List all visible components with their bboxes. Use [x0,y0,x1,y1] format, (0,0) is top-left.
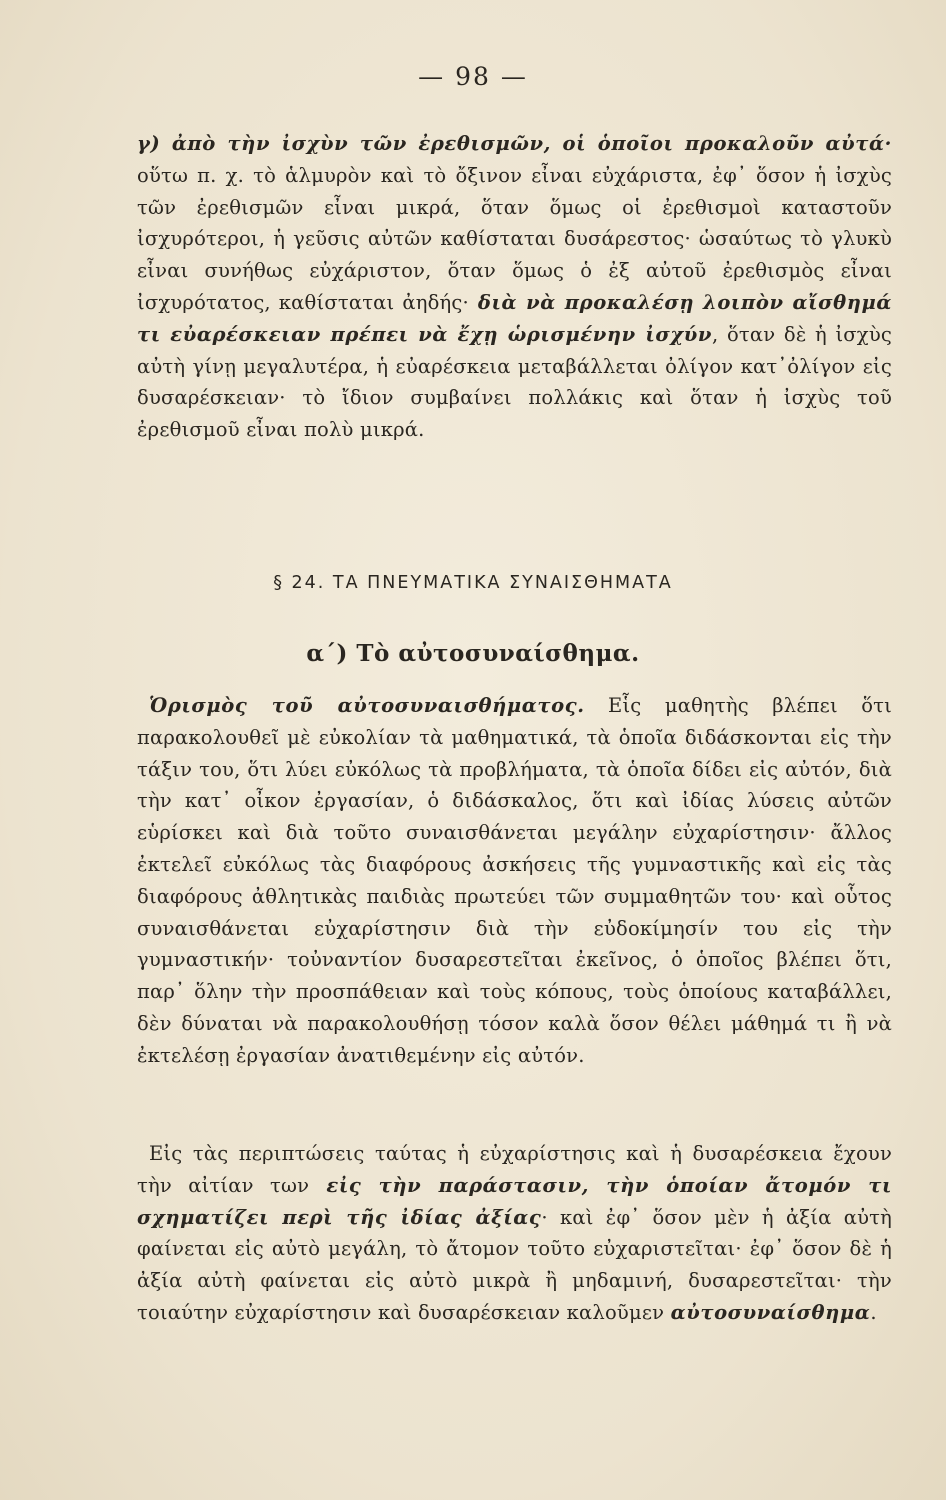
emphasis-text: εἰς τὴν παράστασιν, τὴν ὁποίαν ἄτομόν τι σχηματίζει περὶ τῆς ἰδίας ἀξίας [137,1173,892,1229]
paragraph-text: . [870,1300,877,1324]
paragraph-text: Εἰς τὰς περιπτώσεις ταύτας ἡ εὐχαρίστησις καὶ ἡ δυσαρέσκεια ἔχουν τὴν αἰτίαν των [137,1142,892,1197]
page-number: — 98 — [418,62,528,91]
paragraph-definition [137,690,892,1072]
emphasis-term: αὐτοσυναίσθημα [670,1300,871,1324]
paragraph-text: · καὶ ἐφ᾽ ὅσον μὲν ἡ ἀξία αὐτὴ φαίνεται εἰς αὐτὸ μεγάλη, τὸ ἄτομον τοῦτο εὐχαριστεῖται· ἐφ᾽ ὅσον δὲ ἡ ἀξία αὐτὴ φαίνεται εἰς αὐτὸ μικρὰ ἢ μηδαμινή, δυσαρεστεῖται· τὴν τοιαύτην εὐχαρίστησιν καὶ δυσαρέσκειαν καλοῦμεν [137,1205,893,1324]
paragraph-text: , ὅταν δὲ ἡ ἰσχὺς αὐτὴ γίνῃ μεγαλυτέρα, ἡ εὐαρέσκεια μεταβάλλεται ὀλίγον κατ᾽ὀλίγον εἰς δυσαρέσκειαν· τὸ ἴδιον συμβαίνει πολλάκις καὶ ὅταν ἡ ἰσχὺς τοῦ ἐρεθισμοῦ εἶναι πολὺ μικρά. [137,322,892,442]
subheading: α΄) Τὸ αὐτοσυναίσθημα. [306,640,640,667]
section-heading: § 24. ΤΑ ΠΝΕΥΜΑΤΙΚΑ ΣΥΝΑΙΣΘΗΜΑΤΑ [273,573,673,593]
emphasis-text: διὰ νὰ προκαλέσῃ λοιπὸν αἴσθημά τι εὐαρέσκειαν πρέπει νὰ ἔχῃ ὡρισμένην ἰσχύν [137,290,892,346]
paragraph-explanation [137,1138,892,1329]
emphasis-lead: Ὁρισμὸς τοῦ αὐτοσυναισθήματος. [149,694,585,717]
paragraph-text: Εἷς μαθητὴς βλέπει ὅτι παρακολουθεῖ μὲ εὐκολίαν τὰ μαθηματικά, τὰ ὁποῖα διδάσκονται εἰς τὴν τάξιν του, ὅτι λύει εὐκόλως τὰ προβλήματα, τὰ ὁποῖα δίδει εἰς αὐτόν, διὰ τὴν κατ᾽ οἶκον ἐργασίαν, ὁ διδάσκαλος, ὅτι καὶ ἰδίας λύσεις αὐτῶν εὑρίσκει καὶ διὰ τοῦτο συναισθάνεται μεγάλην εὐχαρίστησιν· ἄλλος ἐκτελεῖ εὐκόλως τὰς διαφόρους ἀσκήσεις τῆς γυμναστικῆς καὶ εἰς τὰς διαφόρους ἀθλητικὰς παιδιὰς πρωτεύει τῶν συμμαθητῶν του· καὶ οὗτος συναισθάνεται εὐχαρίστησιν διὰ τὴν εὐδοκίμησίν του εἰς τὴν γυμναστικήν· τοὐναντίον δυσαρεστεῖται ἐκεῖνος, ὁ ὁποῖος βλέπει ὅτι, παρ᾽ ὅλην τὴν προσπάθειαν καὶ τοὺς κόπους, τοὺς ὁποίους καταβάλλει, δὲν δύναται νὰ παρακολουθήσῃ τόσον καλὰ ὅσον θέλει μάθημά τι ἢ νὰ ἐκτελέσῃ ἐργασίαν ἀνατιθεμένην εἰς αὐτόν. [137,694,892,1067]
paragraph-intensity [137,128,892,446]
paragraph-text: οὕτω π. χ. τὸ ἁλμυρὸν καὶ τὸ ὄξινον εἶναι εὐχάριστα, ἐφ᾽ ὅσον ἡ ἰσχὺς τῶν ἐρεθισμῶν εἶναι μικρά, ὅταν ὅμως οἱ ἐρεθισμοὶ καταστοῦν ἰσχυρότεροι, ἡ γεῦσις αὐτῶν καθίσταται δυσάρεστος· ὡσαύτως τὸ γλυκὺ εἶναι συνήθως εὐχάριστον, ὅταν ὅμως ὁ ἐξ αὐτοῦ ἐρεθισμὸς εἶναι ἰσχυρότατος, καθίσταται ἀηδής· [137,163,892,314]
emphasis-lead: γ) ἀπὸ τὴν ἰσχὺν τῶν ἐρεθισμῶν, οἱ ὁποῖοι προκαλοῦν αὐτά· [137,132,892,155]
